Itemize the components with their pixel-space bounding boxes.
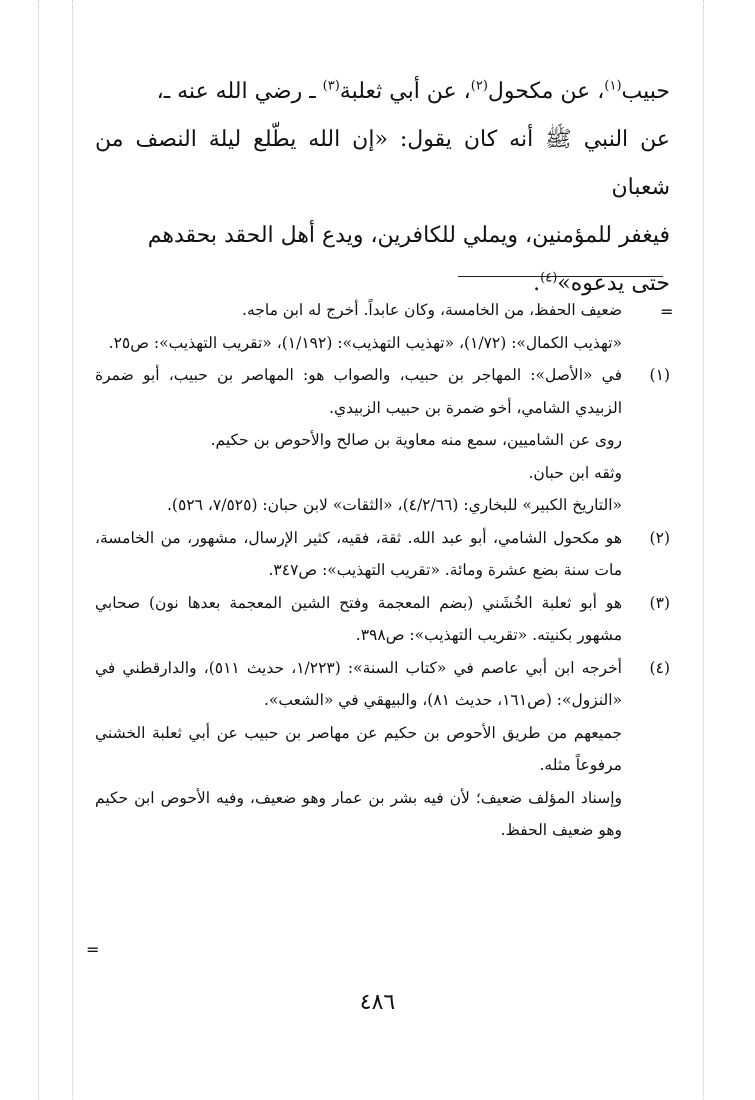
- footnote-number: [622, 294, 670, 359]
- footnote-paragraph: هو أبو ثعلبة الخُشَني (بضم المعجمة وفتح الشين المعجمة بعدها نون) صحابي مشهور بكنيته. «تقريب التهذيب»: ص٣٩٨.: [95, 593, 622, 644]
- footnote-paragraph: روى عن الشاميين، سمع منه معاوية بن صالح والأحوص بن حكيم.: [210, 431, 622, 449]
- scan-dotted-line: [703, 0, 704, 1100]
- footnote-paragraph: ضعيف الحفظ، من الخامسة، وكان عابداً. أخرج له ابن ماجه.: [242, 301, 622, 319]
- footnote-paragraph: هو مكحول الشامي، أبو عبد الله. ثقة، فقيه، كثير الإرسال، مشهور، من الخامسة، مات سنة بضع عشرة ومائة. «تقريب التهذيب»: ص٣٤٧.: [95, 528, 622, 579]
- scan-dotted-line: [72, 0, 73, 1100]
- footnote-paragraph: «تهذيب الكمال»: (١/٧٢)، «تهذيب التهذيب»: (١/١٩٢)، «تقريب التهذيب»: ص٢٥.: [108, 333, 622, 352]
- footnote-1: [95, 359, 670, 522]
- footnote-ref: (٣): [322, 78, 340, 94]
- scan-dotted-line: [38, 0, 39, 1100]
- text-run: ـ رضي الله عنه ـ،: [156, 79, 323, 104]
- continuation-mark-top: =: [660, 302, 674, 321]
- continuation-mark-bottom: =: [86, 940, 100, 959]
- footnote-4: [95, 652, 670, 847]
- footnote-number: (٤): [649, 658, 670, 677]
- footnotes: [95, 294, 670, 847]
- main-line: عن النبي ﷺ أنه كان يقول: «إن الله يطّلع ليلة النصف من شعبان: [95, 127, 670, 200]
- footnote-body: [95, 359, 622, 522]
- text-run: ، عن مكحول: [487, 79, 605, 104]
- main-text: [95, 68, 670, 308]
- footnote-body: [95, 652, 622, 847]
- footnote-ref: (٢): [470, 78, 488, 94]
- text-run: .: [533, 271, 541, 296]
- footnote-paragraph: جميعهم من طريق الأحوص بن حكيم عن مهاصر بن حبيب عن أبي ثعلبة الخشني مرفوعاً مثله.: [95, 723, 622, 774]
- footnote-paragraph: وثقه ابن حبان.: [528, 463, 622, 482]
- footnote-paragraph: في «الأصل»: المهاجر بن حبيب، والصواب هو: المهاصر بن حبيب، أبو ضمرة الزبيدي الشامي، أخو ضمرة بن حبيب الزبيدي.: [95, 366, 622, 417]
- footnote-body: [95, 294, 622, 359]
- footnote-number: (٣): [649, 593, 670, 612]
- footnote-continuation: [95, 294, 670, 359]
- footnote-separator: [458, 276, 663, 277]
- footnote-number: (١): [649, 366, 670, 384]
- footnote-paragraph: وإسناد المؤلف ضعيف؛ لأن فيه بشر بن عمار وهو ضعيف، وفيه الأحوص ابن حكيم وهو ضعيف الحفظ.: [95, 788, 622, 839]
- main-line: فيغفر للمؤمنين، ويملي للكافرين، ويدع أهل الحقد بحقدهم: [147, 223, 670, 248]
- text-run: ، عن أبي ثعلبة: [339, 79, 471, 104]
- text-run: حبيب: [621, 79, 670, 104]
- page-number: ٤٨٦: [359, 990, 396, 1015]
- footnote-paragraph: «التاريخ الكبير» للبخاري: (٤/٢/٦٦)، «الثقات» لابن حبان: (٧/٥٢٥، ٥٢٦).: [167, 496, 622, 514]
- footnote-2: [95, 522, 670, 587]
- footnote-paragraph: أخرجه ابن أبي عاصم في «كتاب السنة»: (١/٢٢٣، حديث ٥١١)، والدارقطني في «النزول»: (ص١٦١، حديث ٨١)، والبيهقي في «الشعب».: [95, 658, 622, 709]
- footnote-ref: (١): [604, 78, 622, 94]
- footnote-3: [95, 587, 670, 652]
- footnote-number: (٢): [649, 528, 670, 547]
- text-run: حتى يدعوه»: [557, 271, 670, 296]
- footnote-body: [95, 587, 622, 652]
- footnote-ref: (٤): [540, 270, 558, 286]
- main-line: [95, 68, 670, 116]
- footnote-body: [95, 522, 622, 587]
